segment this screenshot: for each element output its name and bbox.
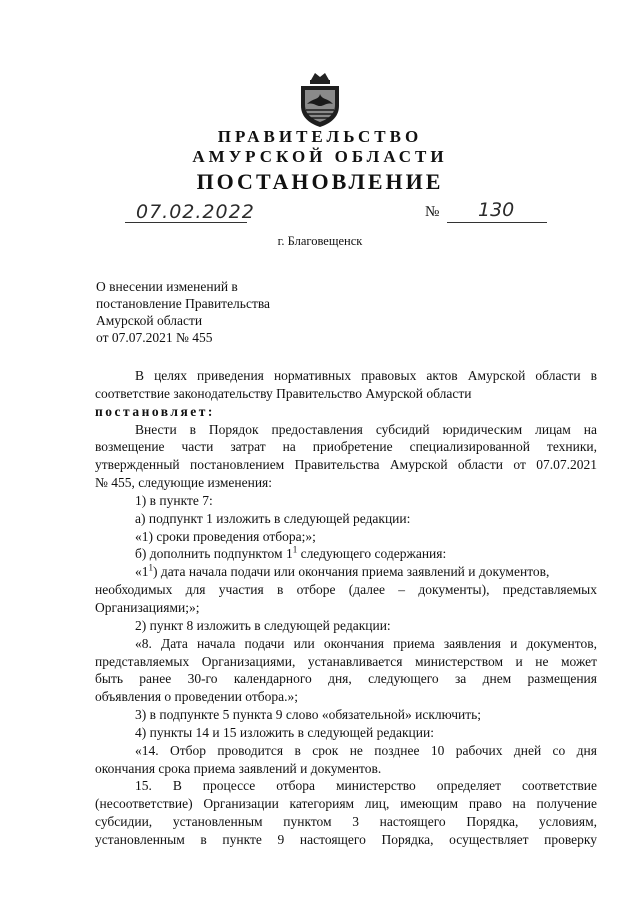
body-line: «8. Дата начала подачи или окончания приема заявления и документов, <box>135 635 597 651</box>
body-line: Организациями;»; <box>95 599 200 615</box>
body-line: 3) в подпункте 5 пункта 9 слово «обязательной» исключить; <box>135 707 482 723</box>
coat-of-arms-emblem <box>297 70 343 128</box>
body-line: № 455, следующие изменения: <box>95 475 273 491</box>
superscript: 1 <box>292 545 298 555</box>
body-line: быть ранее 30-го календарного дня, следующего за днем размещения <box>95 671 597 687</box>
text-fragment: следующего содержания: <box>297 546 447 562</box>
handwritten-number: 130 <box>478 199 515 221</box>
subject-line: от 07.07.2021 № 455 <box>96 330 213 345</box>
body-line: необходимых для участия в отборе (далее – документы), представляемых <box>95 582 597 598</box>
superscript: 1 <box>148 563 153 573</box>
body-line: возмещение части затрат на приобретение специализированной техники, <box>95 439 597 455</box>
handwritten-date: 07.02.2022 <box>136 201 255 223</box>
body-line: соответствие законодательству Правительство Амурской области <box>95 385 472 401</box>
number-sign: № <box>425 204 440 220</box>
text-fragment: «1 <box>135 564 149 580</box>
document-type-title: ПОСТАНОВЛЕНИЕ <box>196 169 444 194</box>
government-title: ПРАВИТЕЛЬСТВО <box>217 127 423 146</box>
text-fragment: б) дополнить подпунктом 1 <box>135 546 293 562</box>
body-line: (несоответствие) Организации категориям лиц, имеющим право на получение <box>95 796 597 812</box>
body-line: установленным в пункте 9 настоящего Порядка, осуществляет проверку <box>95 831 597 847</box>
body-line: окончания срока приема заявлений и документов. <box>95 760 382 776</box>
document-body <box>95 367 597 849</box>
city-label: г. Благовещенск <box>277 234 363 248</box>
body-line: объявления о проведении отбора.»; <box>95 689 299 705</box>
body-line <box>95 563 597 581</box>
body-line <box>95 545 597 563</box>
body-line: Внести в Порядок предоставления субсидий юридическим лицам на <box>135 421 597 437</box>
body-line: 4) пункты 14 и 15 изложить в следующей редакции: <box>135 724 434 740</box>
body-line: утвержденный постановлением Правительства Амурской области от 07.07.2021 <box>95 457 597 473</box>
number-underline <box>447 222 547 223</box>
region-title: АМУРСКОЙ ОБЛАСТИ <box>192 147 448 166</box>
body-line: 2) пункт 8 изложить в следующей редакции: <box>135 617 391 633</box>
text-fragment: ) дата начала подачи или окончания приема заявлений и документов, <box>153 564 550 580</box>
body-line: представляемых Организациями, устанавливается министерством и не может <box>95 653 597 669</box>
subject-block <box>96 278 270 346</box>
body-line: «1) сроки проведения отбора;»; <box>135 528 316 544</box>
body-line: субсидии, установленным пунктом 3 настоящего Порядка, условиям, <box>95 814 597 830</box>
resolves-word: постановляет: <box>95 403 215 419</box>
subject-line: О внесении изменений в <box>96 279 238 294</box>
subject-line: Амурской области <box>96 313 203 328</box>
body-line: 15. В процессе отбора министерство определяет соответствие <box>135 778 597 794</box>
body-line: 1) в пункте 7: <box>135 492 213 508</box>
subject-line: постановление Правительства <box>96 296 271 311</box>
body-line: а) подпункт 1 изложить в следующей редакции: <box>135 510 411 526</box>
body-line: В целях приведения нормативных правовых актов Амурской области в <box>135 368 597 383</box>
body-line: «14. Отбор проводится в срок не позднее 10 рабочих дней со дня <box>135 742 597 758</box>
